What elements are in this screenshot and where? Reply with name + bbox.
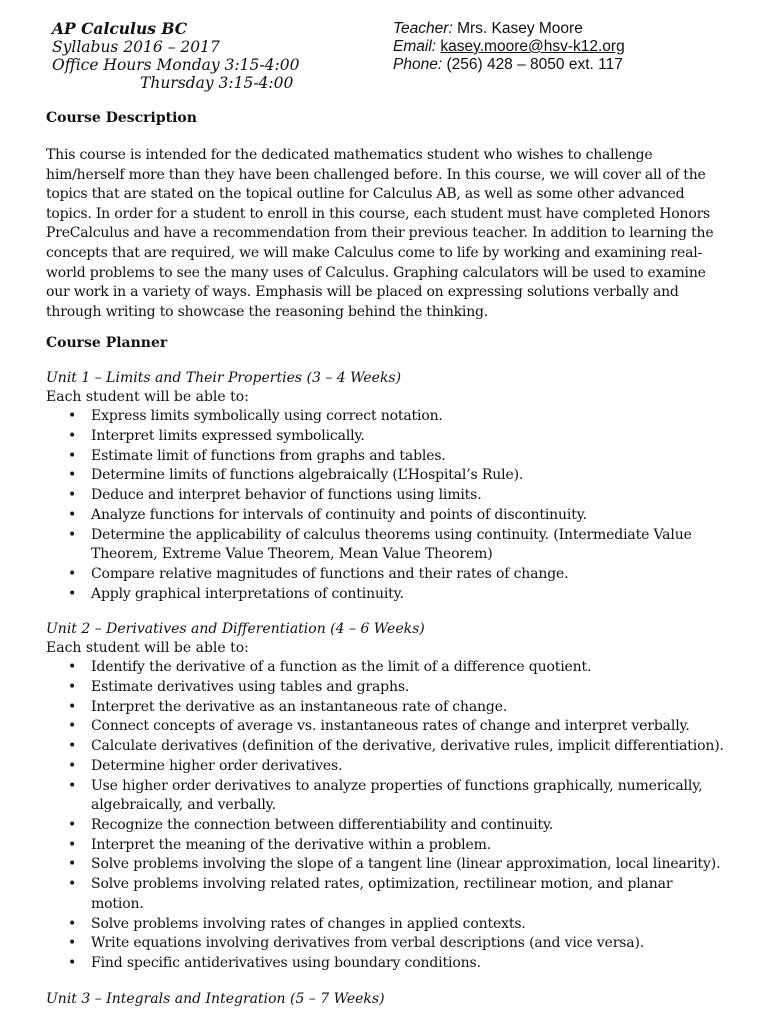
course-description-text: This course is intended for the dedicated mathematics student who wishes to challenge him/herself more than they have been challenged before. In this course, we will cover all of the topics that are stated on the topical outline for Calculus AB, as well as some other advanced topics. In order for a student to enroll in this course, each student must have completed Honors PreCalculus and have a recommendation from their previous teacher. In addition to learning the concepts that are required, we will make Calculus come to life by working and examining real-world problems to see the many uses of Calculus. Graphing calculators will be used to examine our work in a variety of ways. Emphasis will be placed on expressing solutions verbally and through writing to showcase the reasoning behind the thinking. [46,147,714,320]
objective-item: • Interpret the derivative as an instantaneous rate of change. [91,698,726,718]
email-label: Email: [393,38,437,55]
unit-title: Unit 1 – Limits and Their Properties (3 – 4 Weeks) [46,370,402,387]
objective-item: • Deduce and interpret behavior of functions using limits. [91,486,726,506]
email-link[interactable]: kasey.moore@hsv-k12.org [440,38,625,55]
objective-item: • Estimate derivatives using tables and graphs. [91,678,726,698]
unit-section [46,620,726,973]
course-title: AP Calculus BC [52,19,188,38]
objective-item: • Analyze functions for intervals of continuity and points of discontinuity. [91,506,726,526]
syllabus-body [46,109,726,1009]
course-header [52,20,299,92]
objective-item: • Determine limits of functions algebraically (L’Hospital’s Rule). [91,466,726,486]
objective-item: • Interpret limits expressed symbolically. [91,427,726,447]
unit-section [46,369,726,604]
phone-number: (256) 428 – 8050 ext. 117 [446,56,623,73]
teacher-name: Mrs. Kasey Moore [457,20,583,37]
unit-intro: Each student will be able to: [46,640,249,657]
objective-item: • Solve problems involving rates of changes in applied contexts. [91,915,726,935]
objective-item: • Estimate limit of functions from graphs and tables. [91,447,726,467]
unit-title: Unit 2 – Derivatives and Differentiation (4 – 6 Weeks) [46,621,425,638]
teacher-label: Teacher: [393,20,453,37]
objective-item: • Express limits symbolically using correct notation. [91,407,726,427]
unit-intro: Each student will be able to: [46,389,249,406]
objective-item: • Compare relative magnitudes of functions and their rates of change. [91,565,726,585]
objective-list [46,658,726,973]
objective-item: • Write equations involving derivatives from verbal descriptions (and vice versa). [91,934,726,954]
objective-item: • Identify the derivative of a function as the limit of a difference quotient. [91,658,726,678]
office-hours-monday: Office Hours Monday 3:15-4:00 [52,56,300,74]
unit-title: Unit 3 – Integrals and Integration (5 – 7 Weeks) [46,990,385,1007]
phone-line [393,56,625,74]
objective-item: • Find specific antiderivatives using boundary conditions. [91,954,726,974]
objective-item: • Use higher order derivatives to analyze properties of functions graphically, numerically, algebraically, and verbally. [91,777,726,816]
phone-label: Phone: [393,56,443,73]
office-hours-thursday: Thursday 3:15-4:00 [140,74,294,92]
email-line [393,38,625,56]
objective-item: • Solve problems involving the slope of a tangent line (linear approximation, local linearity). [91,855,726,875]
objective-item: • Connect concepts of average vs. instantaneous rates of change and interpret verbally. [91,717,726,737]
units-list [46,369,726,1008]
course-planner-heading: Course Planner [46,335,168,352]
objective-item: • Apply graphical interpretations of continuity. [91,585,726,605]
teacher-line [393,20,625,38]
objective-item: • Recognize the connection between differentiability and continuity. [91,816,726,836]
course-description-heading: Course Description [46,110,197,126]
objective-item: • Determine higher order derivatives. [91,757,726,777]
objective-item: • Solve problems involving related rates, optimization, rectilinear motion, and planar motion. [91,875,726,914]
unit-section [46,990,726,1009]
syllabus-year: Syllabus 2016 – 2017 [52,38,220,56]
objective-item: • Calculate derivatives (definition of the derivative, derivative rules, implicit differentiation). [91,737,726,757]
objective-item: • Interpret the meaning of the derivative within a problem. [91,836,726,856]
objective-item: • Determine the applicability of calculus theorems using continuity. (Intermediate Value Theorem, Extreme Value Theorem, Mean Value Theorem) [91,526,726,565]
objective-list [46,407,726,604]
teacher-contact [393,20,625,74]
